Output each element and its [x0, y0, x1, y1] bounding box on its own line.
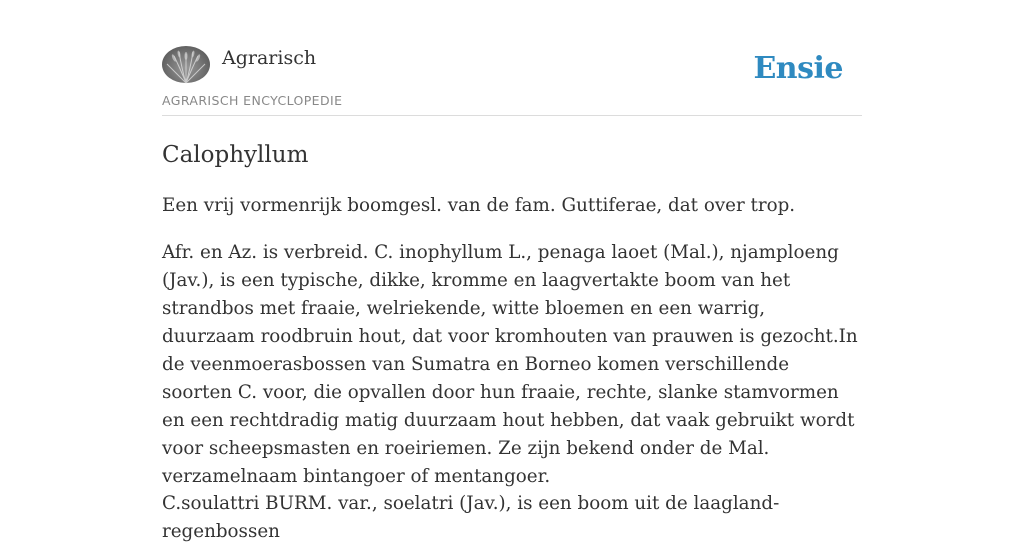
ensie-logo[interactable]: Ensie	[753, 51, 843, 86]
article-paragraph: Afr. en Az. is verbreid. C. inophyllum L., penaga laoet (Mal.), njamploeng (Jav.), is een typische, dikke, kromme en laagvertakte boom van het strandbos met fraaie, welriekende, witte bloemen en een warrig, duurzaam roodbruin hout, dat voor kromhouten van prauwen is gezocht.In de veenmoerasbossen van Sumatra en Borneo komen verschillende soorten C. voor, die opvallen door hun fraaie, rechte, slanke stamvormen en een rechtdradig matig duurzaam hout hebben, dat vaak gebruikt wordt voor scheepsmasten en roeiriemen. Ze zijn bekend onder de Mal. verzamelnaam bintangoer of mentangoer.	[162, 242, 858, 487]
wheat-logo-icon[interactable]	[162, 46, 210, 83]
article-paragraph: C.soulattri BURM. var., soelatri (Jav.), is een boom uit de laagland-regenbossen	[162, 493, 780, 542]
site-header	[162, 0, 862, 116]
page-container	[162, 0, 862, 542]
site-subtitle: AGRARISCH ENCYCLOPEDIE	[162, 93, 343, 108]
site-name[interactable]: Agrarisch	[222, 47, 317, 69]
article-title: Calophyllum	[162, 142, 309, 168]
article-paragraph: Een vrij vormenrijk boomgesl. van de fam. Guttiferae, dat over trop.	[162, 195, 796, 216]
